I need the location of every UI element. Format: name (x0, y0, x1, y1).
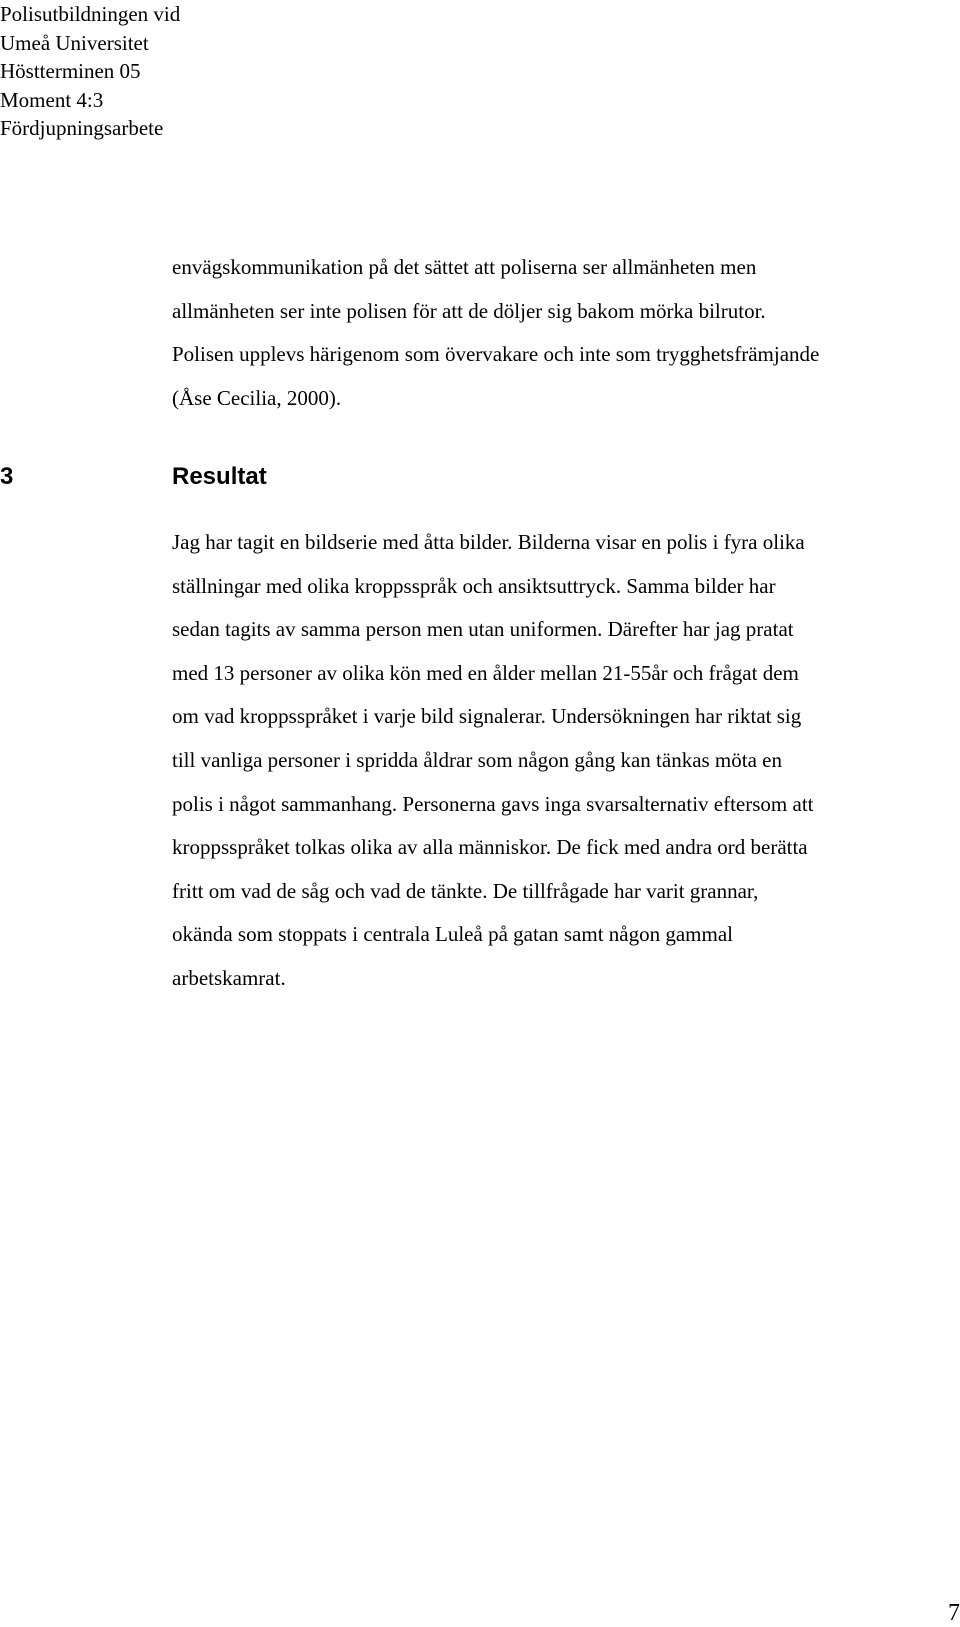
section-heading (0, 462, 267, 492)
header-line-moment: Moment 4:3 (0, 87, 104, 112)
document-header (0, 0, 180, 143)
paragraph-line: om vad kroppsspråket i varje bild signalerar. Undersökningen har riktat sig (172, 704, 802, 729)
header-line-title: Fördjupningsarbete (0, 116, 164, 141)
paragraph-line: kroppsspråket tolkas olika av alla människor. De fick med andra ord berätta (172, 835, 808, 860)
paragraph-line: (Åse Cecilia, 2000). (172, 385, 342, 410)
paragraph-line: till vanliga personer i spridda åldrar som någon gång kan tänkas möta en (172, 747, 782, 772)
paragraph-line: okända som stoppats i centrala Luleå på gatan samt någon gammal (172, 922, 733, 947)
paragraph-line: Jag har tagit en bildserie med åtta bilder. Bilderna visar en polis i fyra olika (172, 530, 805, 554)
header-line-university: Umeå Universitet (0, 30, 149, 55)
header-line-term: Höstterminen 05 (0, 59, 141, 84)
paragraph-line: sedan tagits av samma person men utan uniformen. Därefter har jag pratat (172, 617, 794, 642)
intro-paragraph (172, 246, 819, 420)
paragraph-line: med 13 personer av olika kön med en ålder mellan 21-55år och frågat dem (172, 660, 799, 685)
section-title: Resultat (172, 463, 267, 490)
result-paragraph (172, 521, 814, 1001)
page-number: 7 (948, 1600, 960, 1626)
paragraph-line: allmänheten ser inte polisen för att de döljer sig bakom mörka bilrutor. (172, 298, 766, 323)
header-line-institution: Polisutbildningen vid (0, 2, 181, 26)
paragraph-line: Polisen upplevs härigenom som övervakare och inte som trygghetsfrämjande (172, 342, 820, 367)
section-number: 3 (0, 463, 14, 490)
paragraph-line: envägskommunikation på det sättet att poliserna ser allmänheten men (172, 255, 757, 279)
paragraph-line: ställningar med olika kroppsspråk och ansiktsuttryck. Samma bilder har (172, 573, 776, 598)
paragraph-line: fritt om vad de såg och vad de tänkte. De tillfrågade har varit grannar, (172, 878, 759, 903)
paragraph-line: polis i något sammanhang. Personerna gavs inga svarsalternativ eftersom att (172, 791, 814, 816)
paragraph-line: arbetskamrat. (172, 965, 286, 990)
